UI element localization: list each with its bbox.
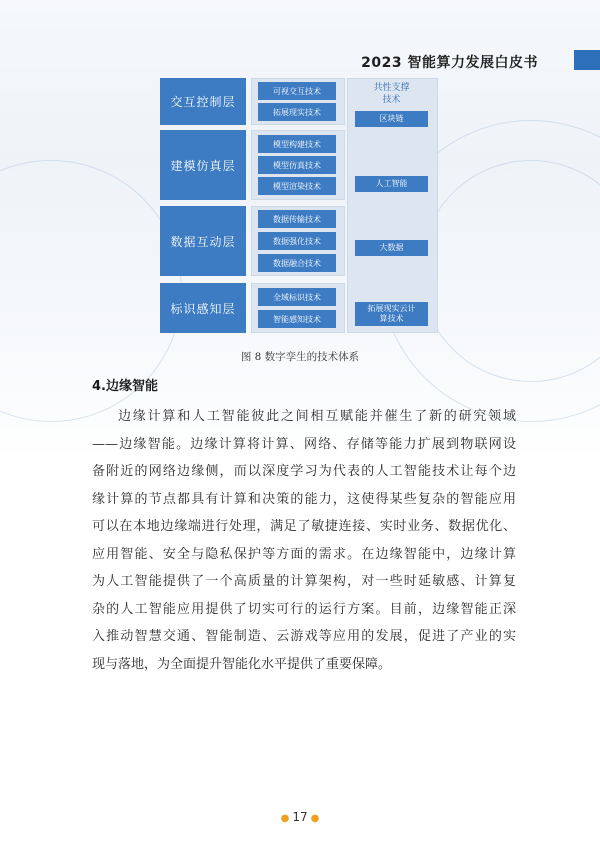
layer-label-modeling: 建模仿真层: [160, 130, 246, 200]
paragraph-line: 现与落地，为全面提升智能化水平提供了重要保障。: [92, 656, 392, 672]
common-item-ai: 人工智能: [355, 176, 428, 192]
paragraph-line: 应用智能、安全与隐私保护等方面的需求。在边缘智能中，边缘计算: [92, 546, 516, 562]
header-accent-bar: [574, 50, 600, 70]
tech-item: 数据传输技术: [258, 210, 336, 228]
paragraph-line: 入推动智慧交通、智能制造、云游戏等应用的发展，促进了产业的实: [92, 629, 516, 644]
tech-item: 全域标识技术: [258, 288, 336, 306]
tech-group-modeling: [251, 130, 345, 200]
figure-caption: 图 8 数字孪生的技术体系: [240, 351, 360, 363]
paragraph-line: 备附近的网络边缘侧，而以深度学习为代表的人工智能技术让每个边: [92, 464, 516, 479]
common-item-xr-cloud-line: 拓展现实云计: [367, 304, 416, 313]
page-number-text: 17: [292, 810, 308, 824]
common-item-xr-cloud: [355, 302, 428, 326]
tech-group-interaction: [251, 78, 345, 125]
common-item-blockchain: 区块链: [355, 111, 428, 127]
document-title: 2023 智能算力发展白皮书: [361, 55, 538, 71]
paragraph-line: 为人工智能提供了一个高质量的计算架构，对一些时延敏感、计算复: [92, 574, 516, 589]
common-item-big-data: 大数据: [355, 240, 428, 256]
page-dot-icon: ●: [280, 813, 290, 824]
paragraph-line: 杂的人工智能应用提供了切实可行的运行方案。目前，边缘智能正深: [92, 601, 516, 617]
page-dot-icon: ●: [310, 813, 320, 824]
common-support-title-line: 技术: [382, 95, 401, 105]
section-heading: 4.边缘智能: [92, 379, 158, 394]
tech-group-data: [251, 206, 345, 276]
paragraph-line: ——边缘智能。边缘计算将计算、网络、存储等能力扩展到物联网设: [92, 436, 516, 452]
tech-item: 模型渲染技术: [258, 177, 336, 195]
paragraph-line: 可以在本地边缘端进行处理，满足了敏捷连接、实时业务、数据优化、: [92, 519, 516, 534]
tech-item: 数据强化技术: [258, 232, 336, 250]
digital-twin-tech-diagram: [160, 78, 436, 333]
common-support-title: [347, 82, 436, 106]
paragraph-line: 边缘计算和人工智能彼此之间相互赋能并催生了新的研究领域: [118, 409, 516, 424]
tech-item: 智能感知技术: [258, 310, 336, 328]
tech-item: 模型仿真技术: [258, 156, 336, 174]
paragraph-line: 缘计算的节点都具有计算和决策的能力，这使得某些复杂的智能应用: [92, 491, 516, 507]
common-support-title-line: 共性支撑: [373, 83, 410, 93]
common-item-xr-cloud-line: 算技术: [379, 314, 404, 323]
layer-label-interaction: 交互控制层: [160, 78, 246, 125]
tech-item: 可视交互技术: [258, 82, 336, 100]
tech-group-perception: [251, 283, 345, 333]
layer-label-data: 数据互动层: [160, 206, 246, 276]
body-paragraph: [92, 403, 516, 678]
tech-item: 拓展现实技术: [258, 103, 336, 121]
tech-item: 数据融合技术: [258, 254, 336, 272]
tech-item: 模型构建技术: [258, 135, 336, 153]
layer-label-perception: 标识感知层: [160, 283, 246, 333]
page-number: [0, 810, 600, 824]
